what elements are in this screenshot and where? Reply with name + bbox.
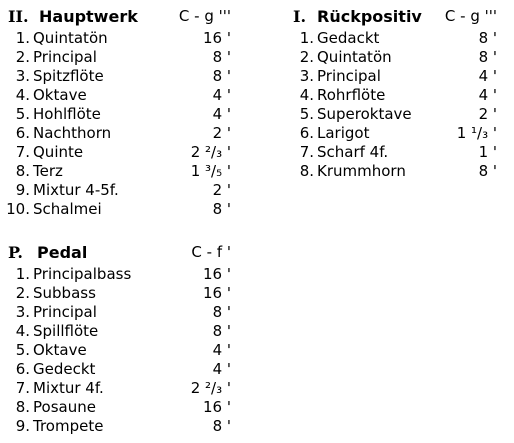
stop-row <box>288 105 497 124</box>
stop-name: Rohrflöte <box>317 86 386 104</box>
stop-number: 2. <box>15 48 30 66</box>
stop-pitch: 4 ' <box>212 86 231 104</box>
stop-name: Mixtur 4-5f. <box>33 181 119 199</box>
stop-pitch: 2 ²/₃ ' <box>190 143 231 161</box>
stop-row <box>288 48 497 67</box>
division-name: Rückpositiv <box>317 7 422 26</box>
stop-number: 7. <box>299 143 314 161</box>
division-header <box>4 243 231 262</box>
stop-name: Quintatön <box>317 48 392 66</box>
division-pedal <box>4 243 231 436</box>
stop-pitch: 4 ' <box>478 67 497 85</box>
stop-row <box>4 379 231 398</box>
stop-row <box>4 124 231 143</box>
stop-name: Superoktave <box>317 105 412 123</box>
stop-number: 3. <box>15 303 30 321</box>
stop-row <box>4 303 231 322</box>
stop-name: Trompete <box>33 417 104 435</box>
stop-number: 3. <box>15 67 30 85</box>
stop-number: 10. <box>6 200 30 218</box>
division-name: Hauptwerk <box>39 7 138 26</box>
manual-numeral: II. <box>8 7 29 26</box>
stop-number: 5. <box>299 105 314 123</box>
stop-name: Krummhorn <box>317 162 406 180</box>
stop-row <box>4 322 231 341</box>
stop-name: Subbass <box>33 284 96 302</box>
stop-number: 6. <box>299 124 314 142</box>
stop-row <box>4 29 231 48</box>
stop-pitch: 16 ' <box>203 398 231 416</box>
stop-pitch: 4 ' <box>478 86 497 104</box>
stop-list <box>4 29 231 219</box>
stop-pitch: 4 ' <box>212 341 231 359</box>
stop-row <box>4 265 231 284</box>
stop-pitch: 8 ' <box>478 29 497 47</box>
stop-pitch: 16 ' <box>203 29 231 47</box>
stop-number: 8. <box>15 162 30 180</box>
stop-list <box>288 29 497 181</box>
stop-row <box>288 124 497 143</box>
stop-name: Scharf 4f. <box>317 143 389 161</box>
stop-pitch: 4 ' <box>212 105 231 123</box>
stop-number: 5. <box>15 105 30 123</box>
division-header <box>288 7 497 26</box>
stop-name: Principal <box>317 67 381 85</box>
stop-pitch: 16 ' <box>203 284 231 302</box>
stop-name: Oktave <box>33 86 87 104</box>
division-name: Pedal <box>37 243 88 262</box>
stop-row <box>4 341 231 360</box>
stop-pitch: 2 ' <box>478 105 497 123</box>
stop-name: Mixtur 4f. <box>33 379 104 397</box>
stop-name: Larigot <box>317 124 370 142</box>
stop-name: Spitzflöte <box>33 67 104 85</box>
stop-pitch: 8 ' <box>212 322 231 340</box>
stop-pitch: 16 ' <box>203 265 231 283</box>
stop-number: 6. <box>15 124 30 142</box>
stop-number: 9. <box>15 417 30 435</box>
stop-row <box>4 200 231 219</box>
stop-number: 2. <box>299 48 314 66</box>
stop-row <box>4 417 231 436</box>
stop-number: 4. <box>15 86 30 104</box>
stop-number: 3. <box>299 67 314 85</box>
stop-number: 4. <box>299 86 314 104</box>
stop-row <box>4 360 231 379</box>
compass-range: C - g ''' <box>178 7 231 25</box>
stop-pitch: 8 ' <box>478 48 497 66</box>
stop-pitch: 8 ' <box>212 67 231 85</box>
stop-number: 8. <box>15 398 30 416</box>
stop-row <box>4 398 231 417</box>
stop-name: Quintatön <box>33 29 108 47</box>
stop-row <box>288 162 497 181</box>
stop-pitch: 2 ²/₃ ' <box>190 379 231 397</box>
stop-name: Gedeckt <box>33 360 96 378</box>
stop-number: 5. <box>15 341 30 359</box>
division-hauptwerk <box>4 7 231 219</box>
stop-pitch: 4 ' <box>212 360 231 378</box>
stop-name: Oktave <box>33 341 87 359</box>
stop-list <box>4 265 231 436</box>
compass-range: C - g ''' <box>444 7 497 25</box>
stop-row <box>288 67 497 86</box>
compass-range: C - f ' <box>191 243 231 261</box>
stop-pitch: 8 ' <box>212 417 231 435</box>
stop-number: 2. <box>15 284 30 302</box>
stop-name: Nachthorn <box>33 124 112 142</box>
manual-numeral: I. <box>293 7 307 26</box>
stop-pitch: 2 ' <box>212 181 231 199</box>
manual-numeral: P. <box>8 243 23 262</box>
stop-pitch: 1 ' <box>478 143 497 161</box>
stop-row <box>288 143 497 162</box>
stop-number: 6. <box>15 360 30 378</box>
stop-name: Principalbass <box>33 265 132 283</box>
stop-name: Schalmei <box>33 200 102 218</box>
stop-number: 9. <box>15 181 30 199</box>
stop-name: Principal <box>33 48 97 66</box>
stop-number: 4. <box>15 322 30 340</box>
division-rueckpositiv <box>288 7 497 181</box>
stop-pitch: 1 ³/₅ ' <box>190 162 231 180</box>
stop-name: Terz <box>33 162 63 180</box>
stop-number: 7. <box>15 143 30 161</box>
stop-row <box>4 162 231 181</box>
stop-pitch: 8 ' <box>212 303 231 321</box>
stop-row <box>288 86 497 105</box>
stop-name: Spillflöte <box>33 322 99 340</box>
stop-number: 8. <box>299 162 314 180</box>
stop-row <box>4 86 231 105</box>
stop-pitch: 2 ' <box>212 124 231 142</box>
stop-row <box>4 48 231 67</box>
stop-name: Hohlflöte <box>33 105 101 123</box>
stop-name: Posaune <box>33 398 96 416</box>
stop-row <box>288 29 497 48</box>
stop-pitch: 8 ' <box>212 200 231 218</box>
stop-name: Quinte <box>33 143 84 161</box>
stop-name: Principal <box>33 303 97 321</box>
stop-row <box>4 284 231 303</box>
stop-pitch: 8 ' <box>478 162 497 180</box>
stop-number: 1. <box>299 29 314 47</box>
stop-number: 1. <box>15 29 30 47</box>
stop-row <box>4 181 231 200</box>
stop-row <box>4 67 231 86</box>
stop-number: 1. <box>15 265 30 283</box>
stop-row <box>4 143 231 162</box>
stop-name: Gedackt <box>317 29 380 47</box>
stop-number: 7. <box>15 379 30 397</box>
division-header <box>4 7 231 26</box>
stop-pitch: 1 ¹/₃ ' <box>456 124 497 142</box>
stop-pitch: 8 ' <box>212 48 231 66</box>
stop-row <box>4 105 231 124</box>
